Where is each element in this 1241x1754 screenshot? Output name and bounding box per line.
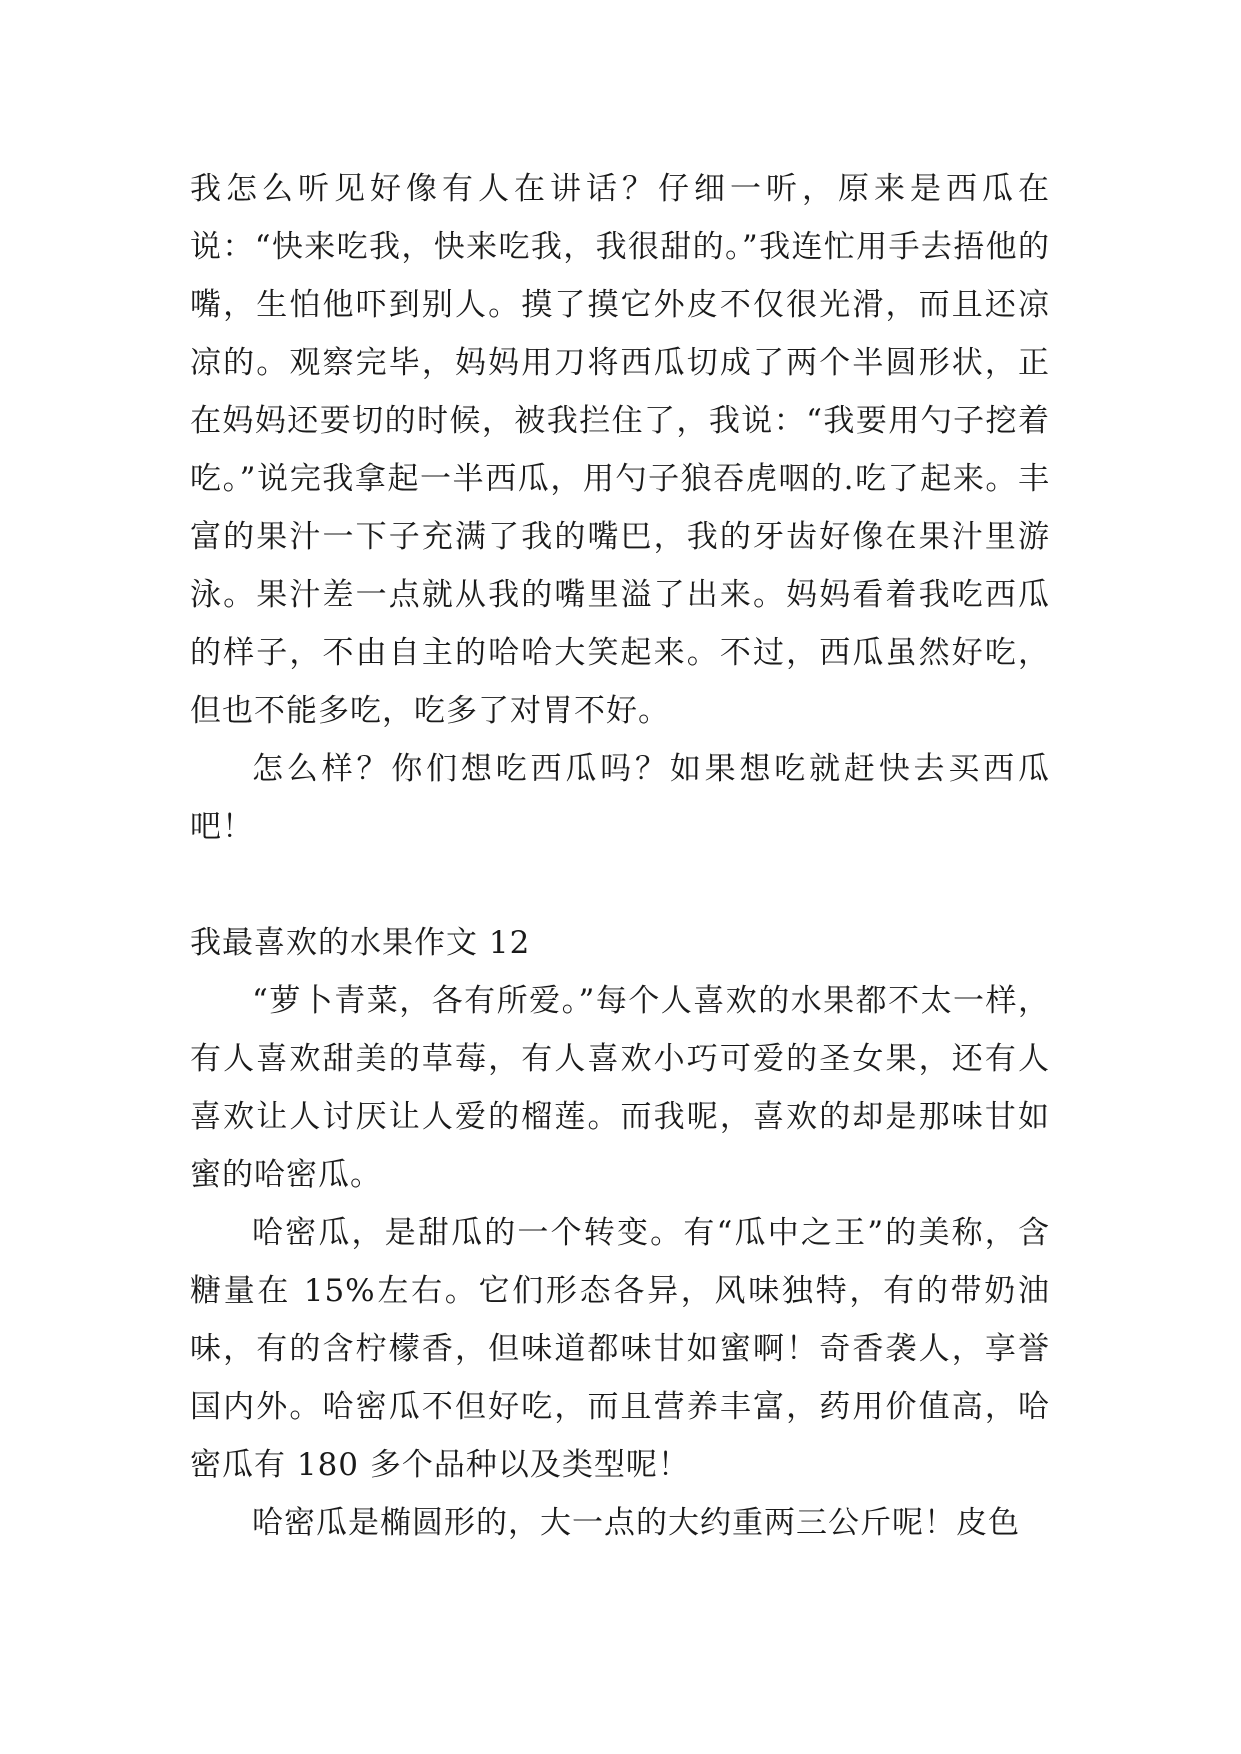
- paragraph: 哈密瓜，是甜瓜的一个转变。有“瓜中之王”的美称，含糖量在 15%左右。它们形态各异，风味独特，有的带奶油味，有的含柠檬香，但味道都味甘如蜜啊！奇香袭人，享誉国内外。哈密瓜不但好吃，而且营养丰富，药用价值高，哈密瓜有 180 多个品种以及类型呢！: [190, 1215, 1050, 1483]
- essay-title: 我最喜欢的水果作文 12: [190, 925, 531, 961]
- previous-essay-ending: [190, 160, 1050, 856]
- paragraph: 我怎么听见好像有人在讲话？仔细一听，原来是西瓜在说：“快来吃我，快来吃我，我很甜的。”我连忙用手去捂他的嘴，生怕他吓到别人。摸了摸它外皮不仅很光滑，而且还凉凉的。观察完毕，妈妈用刀将西瓜切成了两个半圆形状，正在妈妈还要切的时候，被我拦住了，我说：“我要用勺子挖着吃。”说完我拿起一半西瓜，用勺子狼吞虎咽的.吃了起来。丰富的果汁一下子充满了我的嘴巴，我的牙齿好像在果汁里游泳。果汁差一点就从我的嘴里溢了出来。妈妈看着我吃西瓜的样子，不由自主的哈哈大笑起来。不过，西瓜虽然好吃，但也不能多吃，吃多了对胃不好。: [190, 171, 1050, 729]
- paragraph: 怎么样？你们想吃西瓜吗？如果想吃就赶快去买西瓜吧！: [190, 751, 1050, 845]
- paragraph: “萝卜青菜，各有所爱。”每个人喜欢的水果都不太一样，有人喜欢甜美的草莓，有人喜欢小巧可爱的圣女果，还有人喜欢让人讨厌让人爱的榴莲。而我呢，喜欢的却是那味甘如蜜的哈密瓜。: [190, 983, 1050, 1193]
- essay-12: [190, 914, 1050, 1552]
- paragraph: 哈密瓜是椭圆形的，大一点的大约重两三公斤呢！皮色: [252, 1505, 1020, 1541]
